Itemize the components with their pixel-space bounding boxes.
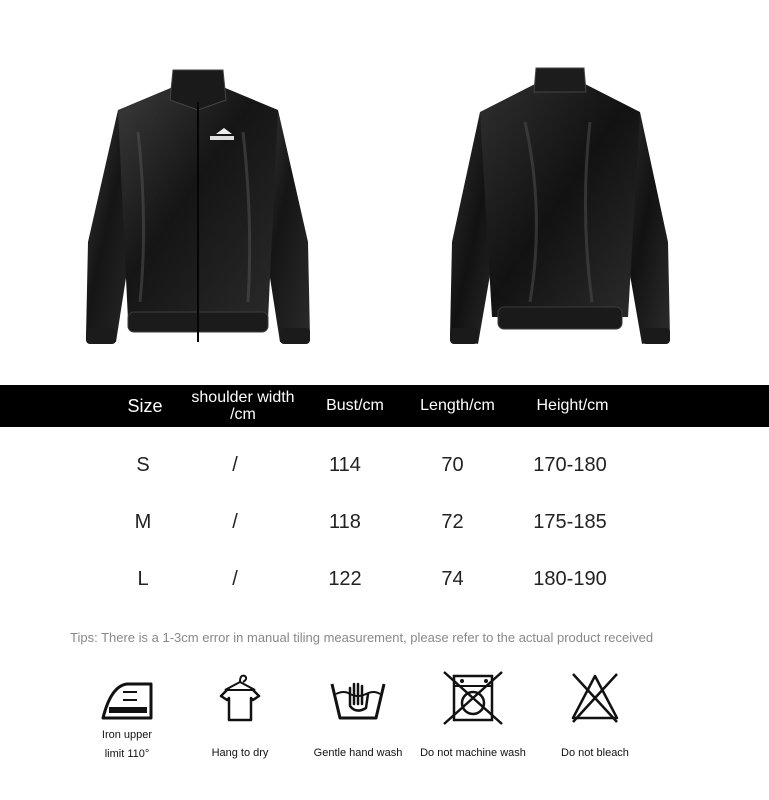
care-item-iron: [62, 670, 192, 764]
cell-length: 70: [441, 453, 464, 476]
no-machine-wash-icon: [442, 670, 504, 726]
care-label: Do not machine wash: [420, 747, 526, 759]
header-shoulder-line2: /cm: [230, 406, 256, 423]
header-bust: Bust/cm: [326, 397, 384, 414]
care-item-hang-dry: [175, 670, 305, 763]
table-row: [0, 564, 769, 594]
cell-size: L: [137, 567, 149, 590]
table-header: [0, 385, 769, 427]
care-item-no-bleach: [530, 670, 660, 763]
iron-icon: [97, 670, 157, 726]
care-label: Gentle hand wash: [313, 747, 403, 759]
jacket-back-image: [440, 62, 680, 352]
cell-shoulder: /: [232, 453, 238, 476]
hang-dry-icon: [215, 670, 265, 726]
hand-wash-icon: [328, 670, 388, 726]
care-instructions: [0, 670, 769, 800]
care-label: [62, 726, 192, 764]
cell-bust: 118: [329, 510, 361, 533]
header-length: Length/cm: [420, 397, 495, 414]
table-row: [0, 507, 769, 537]
care-item-no-machine-wash: [408, 670, 538, 763]
no-bleach-icon: [567, 670, 623, 726]
cell-height: 175-185: [533, 510, 607, 533]
care-label-line1: Iron upper: [101, 729, 153, 741]
cell-shoulder: /: [232, 510, 238, 533]
cell-bust: 114: [329, 453, 361, 476]
care-label-line2: limit 110°: [104, 748, 150, 760]
header-shoulder-line1: shoulder width: [191, 389, 295, 406]
care-label: Do not bleach: [561, 747, 629, 759]
table-row: [0, 450, 769, 480]
cell-size: S: [136, 453, 150, 476]
header-size: Size: [127, 396, 163, 416]
jacket-front-image: [78, 62, 318, 352]
header-shoulder-width: [178, 385, 308, 427]
cell-height: 180-190: [533, 567, 607, 590]
care-label: Hang to dry: [211, 747, 269, 759]
cell-height: 170-180: [533, 453, 607, 476]
cell-bust: 122: [328, 567, 362, 590]
cell-length: 72: [441, 510, 464, 533]
cell-length: 74: [441, 567, 464, 590]
header-height: Height/cm: [536, 397, 609, 414]
product-images: [0, 0, 769, 385]
cell-size: M: [134, 510, 152, 533]
cell-shoulder: /: [232, 567, 238, 590]
care-item-hand-wash: [293, 670, 423, 763]
measurement-tips: Tips: There is a 1-3cm error in manual tiling measurement, please refer to the actual product received: [70, 630, 654, 645]
